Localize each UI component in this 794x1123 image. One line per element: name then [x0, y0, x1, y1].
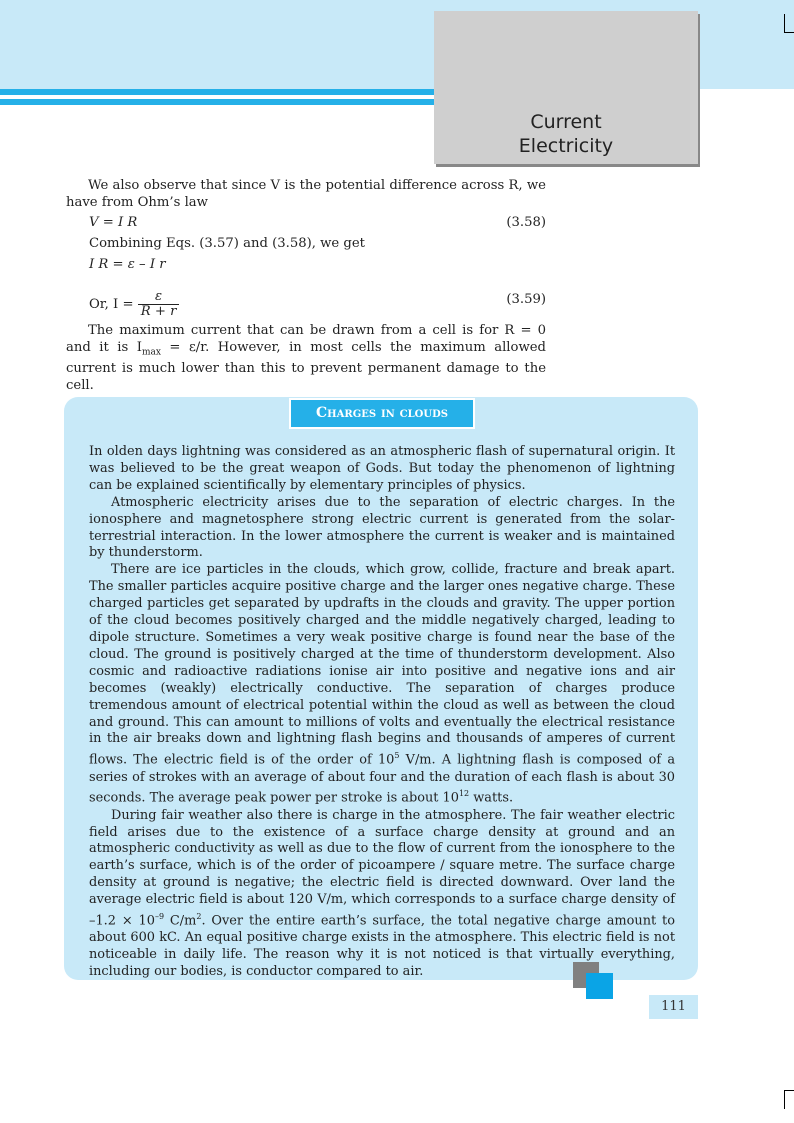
combine-text: Combining Eqs. (3.57) and (3.58), we get	[89, 236, 365, 251]
superscript: 5	[394, 751, 400, 761]
crop-mark	[784, 1090, 794, 1109]
text-fragment: = ε/r. However, in most cells the maximum allowed current is much lower than this to prevent permanent damage to the cell.	[66, 339, 546, 394]
equation-3-59	[89, 290, 546, 319]
equation-3-58	[89, 215, 546, 232]
superscript: 2	[196, 912, 202, 922]
text-fragment: The maximum current that can be drawn from a cell is for R = 0 and it is I	[66, 323, 546, 355]
subscript: max	[141, 347, 161, 358]
or-label: Or, I =	[89, 297, 134, 312]
superscript: 12	[458, 789, 470, 799]
chapter-title-line1: Current	[530, 111, 602, 133]
crop-mark	[784, 14, 794, 33]
equation-number: (3.59)	[506, 292, 546, 307]
equation-combined: I R = ε – I r	[89, 257, 166, 272]
chapter-title-line2: Electricity	[518, 135, 614, 157]
fraction	[138, 290, 180, 319]
box-paragraph	[89, 808, 675, 981]
equation-text: V = I R	[89, 215, 138, 230]
chapter-title	[434, 110, 698, 158]
fraction-denominator: R + r	[140, 304, 177, 319]
text-fragment: . Over the entire earth’s surface, the total negative charge amount to about 600 kC. An equal positive charge exists in the atmosphere. This electric field is not noticeable in daily life. The reason why it is not noticed is that virtually everything, including our bodies, is conductor compared to air.	[89, 913, 675, 980]
text-fragment: V/m. A lightning flash is composed of a series of strokes with an average of about four and the duration of each flash is about 30 seconds. The average peak power per stroke is about 10	[89, 752, 675, 806]
superscript: –9	[154, 912, 165, 922]
text-fragment: During fair weather also there is charge in the atmosphere. The fair weather electric field arises due to the existence of a surface charge density at ground and an atmospheric conductivity as well as due to the flow of current from the ionosphere to the earth’s surface, which is of the order of picoampere / square metre. The surface charge density at ground is negative; the electric field is directed downward. Over land the average electric field is about 120 V/m, which corresponds to a surface charge density of –1.2 × 10	[89, 807, 675, 929]
text-fragment: watts.	[469, 790, 514, 806]
page-number: 111	[649, 995, 698, 1019]
text-fragment: There are ice particles in the clouds, which grow, collide, fracture and break apart. The smaller particles acquire positive charge and the larger ones negative charge. These charged particles get separated by updrafts in the clouds and gravity. The upper portion of the cloud becomes positively charged and the middle negatively charged, leading to dipole structure. Sometimes a very weak positive charge is found near the base of the cloud. The ground is positively charged at the time of thunderstorm development. Also cosmic and radioactive radiations ionise air into positive and negative ions and air becomes (weakly) electrically conductive. The separation of charges produce tremendous amount of electrical potential within the cloud as well as between the cloud and ground. This can amount to millions of volts and eventually the electrical resistance in the air breaks down and lightning flash begins and thousands of amperes of current flows. The electric field is of the order of 10	[89, 562, 675, 768]
info-box-title: Charges in clouds	[289, 398, 475, 429]
box-paragraph: Atmospheric electricity arises due to the separation of electric charges. In the ionosphere and magnetosphere strong electric current is generated from the solar-terrestrial interaction. In the lower atmosphere the current is weaker and is maintained by thunderstorm.	[89, 494, 675, 561]
intro-paragraph: We also observe that since V is the potential difference across R, we have from Ohm’s law	[66, 178, 546, 210]
fraction-numerator: ε	[138, 290, 180, 305]
max-current-paragraph	[66, 323, 546, 395]
info-box-text	[89, 444, 675, 981]
header-stripe	[0, 99, 434, 105]
decorative-square-blue	[586, 973, 613, 999]
equation-number: (3.58)	[506, 215, 546, 230]
text-fragment: C/m	[164, 913, 197, 929]
box-paragraph: In olden days lightning was considered as an atmospheric flash of supernatural origin. It was believed to be the great weapon of Gods. But today the phenomenon of lightning can be explained scientifically by elementary principles of physics.	[89, 444, 675, 493]
box-paragraph	[89, 562, 675, 807]
